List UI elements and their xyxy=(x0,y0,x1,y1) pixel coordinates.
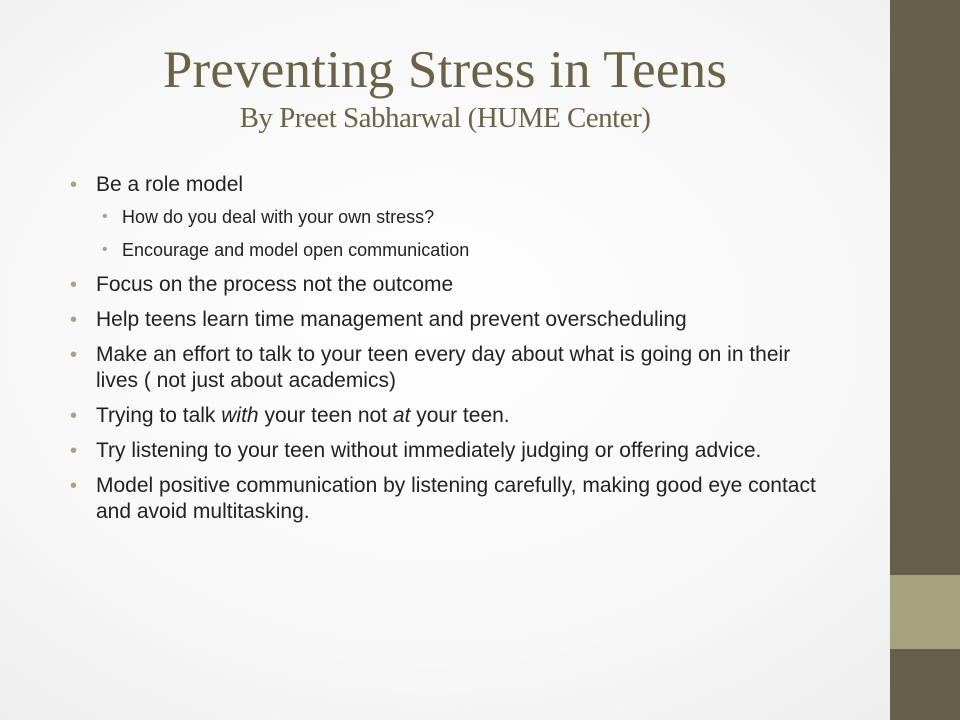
bullet-text-emphasis: with xyxy=(221,404,259,427)
bullet-item: • Help teens learn time management and prevent overscheduling xyxy=(70,307,830,333)
bullet-text: Be a role model xyxy=(96,173,244,196)
slide-subtitle: By Preet Sabharwal (HUME Center) xyxy=(239,102,651,134)
bullet-item: • Focus on the process not the outcome xyxy=(70,272,830,298)
sub-bullet-item: • Encourage and model open communication xyxy=(96,239,830,261)
slide-sidebar-accent xyxy=(890,575,960,649)
bullet-item: • Make an effort to talk to your teen every day about what is going on in their lives ( not just about academics) xyxy=(70,342,830,394)
bullet-text-part: your teen not xyxy=(258,404,393,427)
sub-bullet-item: • How do you deal with your own stress? xyxy=(96,206,830,228)
bullet-item: • Try listening to your teen without immediately judging or offering advice. xyxy=(70,438,830,464)
slide-title: Preventing Stress in Teens xyxy=(162,41,728,99)
slide-title-block xyxy=(0,40,890,136)
bullet-text-part: Trying to talk xyxy=(96,404,222,427)
bullet-list xyxy=(70,172,830,534)
bullet-text-part: your teen. xyxy=(410,404,510,427)
bullet-item xyxy=(70,172,830,261)
bullet-item: • Model positive communication by listening carefully, making good eye contact and avoid multitasking. xyxy=(70,473,830,525)
bullet-text-emphasis: at xyxy=(392,404,411,427)
bullet-item xyxy=(70,403,830,429)
